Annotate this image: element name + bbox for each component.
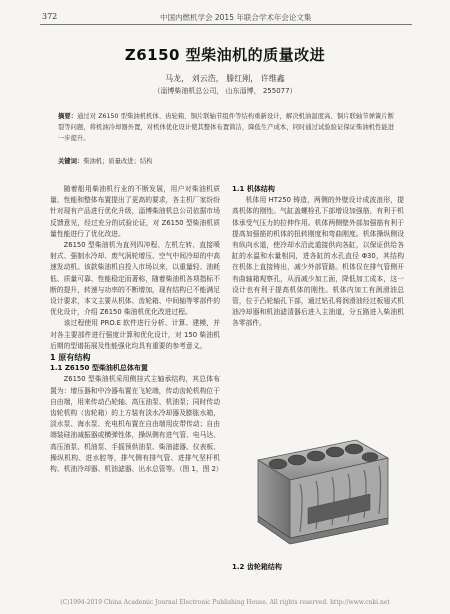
keywords-text: 柴油机；质量改进；结构	[83, 158, 153, 165]
abstract	[58, 111, 394, 144]
right-column	[232, 184, 404, 330]
left-column	[50, 184, 223, 475]
engine-block-paragraph: 机体用 HT250 铸造，两侧的外壁设计成波浪形，提高机体的刚性。气缸盖螺栓孔下部增设加强筋，有利于机体承受气压力的拉伸作用。机体两侧壁外部加强筋有利于提高加强筋的机体的扭转刚度和弯曲刚度。机体操纵侧设有纵向水道，使冷却水沿此道接供向各缸，以保证供给各缸的水温和水量相同，进各缸的水孔直径 Φ30，其结构在机体上直接铸出，减少外部管路。机体仅在排气管侧开有曲轴箱观察孔，从而减少加工面，降低加工成本，这一设计也有利于提高机体的刚性。机体内加工有润滑油总管，位于凸轮轴孔下部，通过钻孔将润滑油经过板翅式机油冷却器和机油滤清器后进入主油道，分五路进入柴油机各零部件。	[232, 196, 404, 328]
layout-paragraph: Z6150 型柴油机采用侧挂式主轴承结构，其总体布置为：增压器和中冷器布置在飞轮端，传动齿轮机构位于自由端，用来传动凸轮轴、高压油泵、机油泵；同时传动齿轮机构（齿轮箱）的上方装有淡水冷却器及膨胀水箱，淡水泵、海水泵、充电机布置在自由端用皮带传动；自由端装硅油减振器或横弹性体，操纵侧有进气管、电马达、高压油泵、机油泵、手摇预供油泵、柴油滤器、仪表板、操纵机构、进水腔等，排气侧有排气管、进排气坚杆机构、机油冷却器、机油滤器、出水总管等。（图 1，图 2）	[50, 375, 223, 474]
copyright-footer: (C)1994-2019 China Academic Journal Electronic Publishing House. All rights reserved. http://www.cnki.net	[60, 599, 390, 606]
subsection-heading-gearbox: 1.2 齿轮箱结构	[232, 563, 282, 571]
section-heading-1: 1 原有结构	[50, 353, 91, 363]
keywords-label: 关键词：	[58, 158, 84, 165]
abstract-label: 摘要：	[58, 113, 78, 120]
intro-paragraph-2: Z6150 型柴油机为直列四冲程、左机左转、直接喷射式、强制水冷却、废气涡轮增压、空气中间冷却的中高速发动机。该款柴油机自投入市场以来，以重量轻、油耗低、质量可靠、性能稳定而著称，随着柴油机各项指标不断的提升，转速与功率的不断增加，现有结构已不能满足设计要求，本文主要从机体、齿轮箱、中间轴等零部件的优化设计，介绍 Z6150 柴油机优化改进过程。	[50, 241, 220, 317]
subsection-heading-engine-block: 1.1 机体结构	[232, 185, 275, 193]
engine-block-figure	[238, 430, 398, 554]
intro-paragraph-1: 随着船用柴油机行业的不断发展，用户对柴油机质量、性能和整体布置提出了更高的要求，各主机厂家纷纷针对现有产品进行优化升级，淄博柴油机总公司依据市场反馈意见，经过充分的试验论证，对 Z6150 型柴油机质量性能进行了优化改进。	[50, 185, 220, 238]
author-list: 马龙， 刘云浩， 滕红刚， 许维鑫	[165, 74, 285, 83]
affiliation: （淄博柴油机总公司， 山东淄博， 255077）	[153, 87, 297, 95]
paper-title: Z6150 型柴油机的质量改进	[124, 46, 326, 64]
engine-block-icon	[238, 430, 398, 554]
gearbox-heading-wrap	[232, 562, 404, 573]
running-title: 中国内燃机学会 2015 年联合学术年会论文集	[160, 13, 312, 22]
header-rule	[40, 24, 412, 25]
keywords	[58, 156, 394, 165]
subsection-heading-1-1: 1.1 Z6150 型柴油机总体布置	[50, 364, 148, 373]
intro-paragraph-3: 该过程使用 PRO.E 软件进行分析、计算、建模，并对各主要部件进行强度计算和优化设计，对 150 柴油机后期的型谱拓展及性能强化均具有重要的参考意义。	[50, 319, 220, 350]
page-number: 372	[42, 12, 58, 21]
abstract-text: 通过对 Z6150 型柴油机机体、齿轮箱、铜片联轴节组件等结构重新设计，解决机油温度高、铜片联轴节弹簧片断裂等问题，将机油冷却器外置，对机体优化设计使其整体布置简洁，降低生产成本，同时通过试验验证保证柴油机性能进一步提升。	[58, 113, 394, 142]
